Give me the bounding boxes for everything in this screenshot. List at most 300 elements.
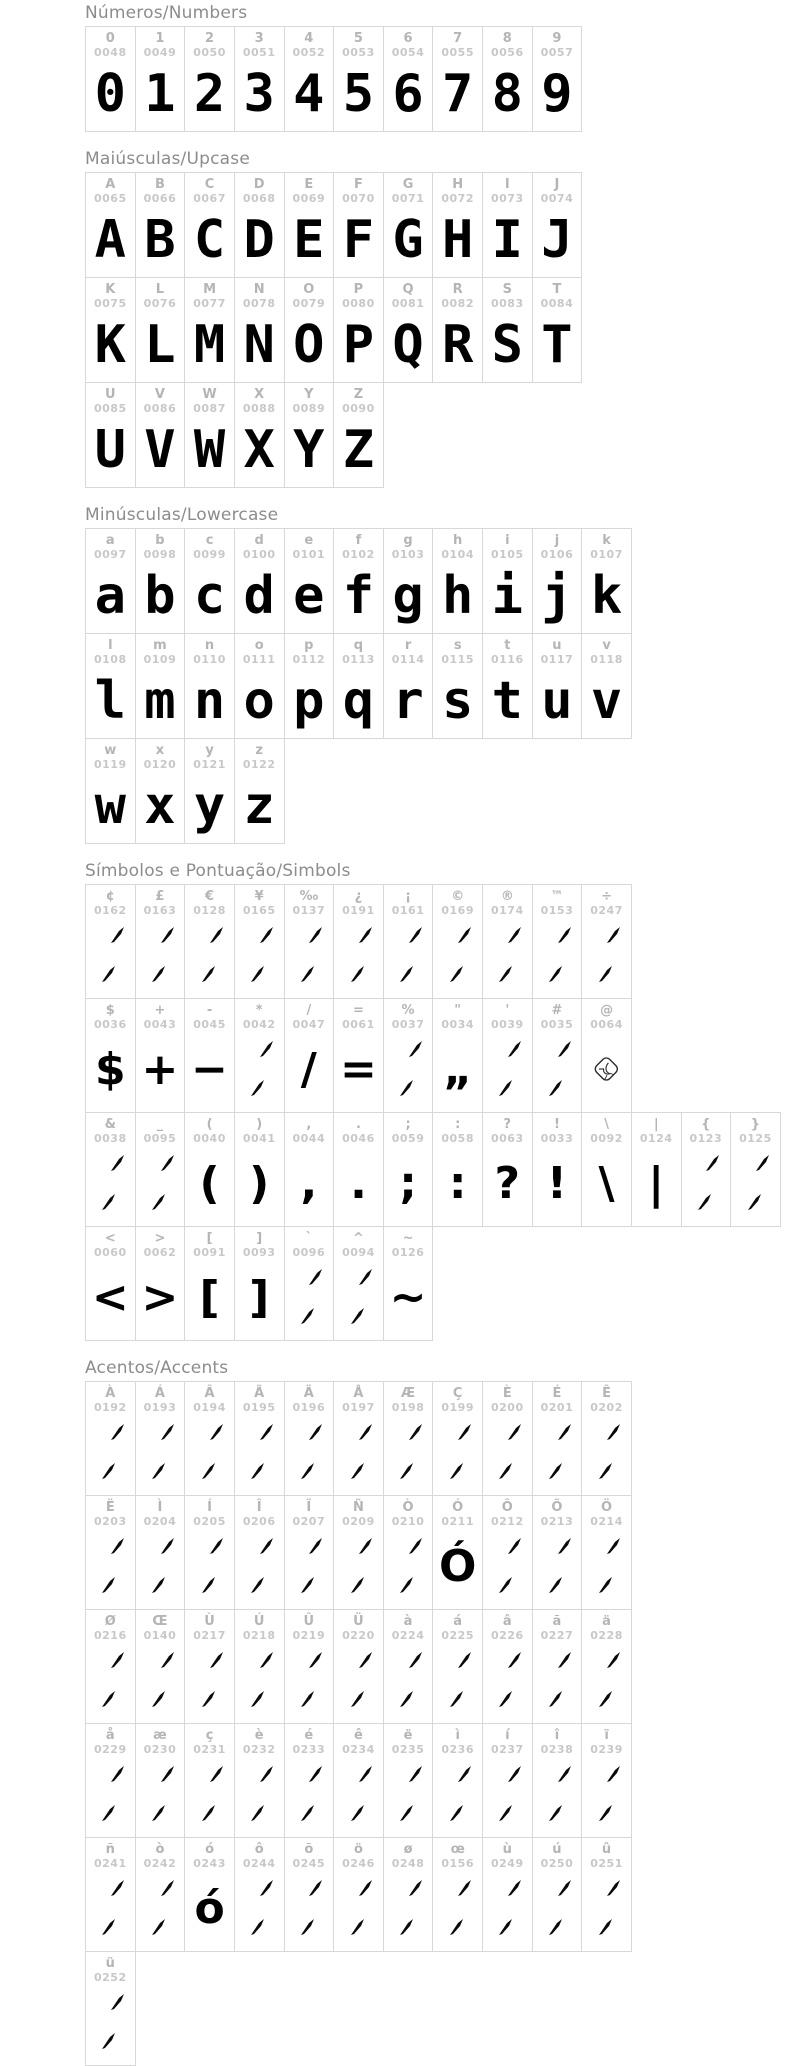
glyph-cell-0041 <box>234 1112 285 1227</box>
glyph-cell-0249 <box>482 1837 533 1952</box>
cell-char-label: a <box>105 533 115 548</box>
glyph-cell-0086 <box>135 382 186 488</box>
glyph-cell-0252 <box>85 1951 136 2066</box>
missing-glyph <box>541 1531 574 1601</box>
notdef-slash-bottom <box>499 1463 513 1483</box>
notdef-slash-icon <box>251 1805 265 1821</box>
cell-code-label: 0037 <box>391 1018 425 1031</box>
notdef-slash-icon <box>102 1805 116 1821</box>
notdef-slash-icon <box>607 1880 621 1896</box>
glyph-cell-0206 <box>234 1495 285 1610</box>
cell-char-label: 6 <box>403 31 413 46</box>
notdef-slash-icon <box>161 927 175 943</box>
notdef-slash-icon <box>309 1880 323 1896</box>
glyph-cell-0195 <box>234 1381 285 1496</box>
cell-char-label: X <box>254 387 265 402</box>
notdef-slash-icon <box>409 1880 423 1896</box>
cell-char-label: Ö <box>601 1500 613 1515</box>
notdef-slash-top <box>111 1652 125 1672</box>
cell-code-label: 0234 <box>342 1743 375 1756</box>
cell-char-label: ' <box>505 1003 510 1018</box>
glyph-cell-0081 <box>383 277 434 383</box>
notdef-slash-icon <box>301 1463 315 1479</box>
notdef-slash-icon <box>301 1919 315 1935</box>
cell-code-label: 0039 <box>491 1018 524 1031</box>
font-glyph: W <box>193 420 226 480</box>
cell-char-label: d <box>254 533 264 548</box>
font-glyph: t <box>491 671 523 731</box>
notdef-slash-icon <box>301 1308 315 1324</box>
font-glyph: D <box>243 210 275 270</box>
cell-char-label: ö <box>353 1842 363 1857</box>
notdef-slash-icon <box>102 2033 116 2049</box>
cell-code-label: 0193 <box>143 1401 177 1414</box>
glyph-cell-0250 <box>532 1837 583 1952</box>
notdef-slash-icon <box>202 1463 216 1479</box>
notdef-slash-bottom <box>102 1577 116 1597</box>
glyph-row <box>85 1723 800 1838</box>
notdef-slash-bottom <box>400 1080 414 1100</box>
cell-char-label: À <box>105 1386 116 1401</box>
cell-char-label: * <box>255 1003 263 1018</box>
glyph-cell-0121 <box>184 738 235 844</box>
cell-char-label: 4 <box>304 31 314 46</box>
cell-code-label: 0233 <box>292 1743 326 1756</box>
missing-glyph <box>293 1531 326 1601</box>
font-glyph: o <box>243 671 275 731</box>
notdef-slash-icon <box>152 966 166 982</box>
cell-code-label: 0224 <box>391 1629 425 1642</box>
cell-char-label: e <box>304 533 314 548</box>
glyph-cell-0193 <box>135 1381 186 1496</box>
glyph-cell-0071 <box>383 172 434 278</box>
sections-container <box>85 4 800 2066</box>
glyph-row <box>85 1226 800 1341</box>
cell-char-label: Ó <box>452 1500 464 1515</box>
glyph-cell-0050 <box>184 26 235 132</box>
glyph-cell-0219 <box>284 1609 335 1724</box>
font-glyph: 4 <box>293 64 325 124</box>
missing-glyph <box>293 1417 326 1487</box>
cell-code-label: 0063 <box>491 1132 524 1145</box>
notdef-slash-icon <box>599 1691 613 1707</box>
cell-code-label: 0105 <box>491 548 524 561</box>
cell-char-label: Y <box>304 387 314 402</box>
glyph-cell-0098 <box>135 528 186 634</box>
cell-code-label: 0205 <box>193 1515 226 1528</box>
glyph-cell-0083 <box>482 277 533 383</box>
cell-char-label: T <box>552 282 562 297</box>
notdef-slash-icon <box>409 927 423 943</box>
glyph-cell-0199 <box>432 1381 483 1496</box>
cell-code-label: 0153 <box>540 904 574 917</box>
glyph-cell-0212 <box>482 1495 533 1610</box>
notdef-slash-icon <box>558 1538 572 1554</box>
glyph-row <box>85 1609 800 1724</box>
glyph-cell-0197 <box>333 1381 384 1496</box>
notdef-slash-icon <box>359 1652 373 1668</box>
glyph-cell-0033 <box>532 1112 583 1227</box>
cell-char-label: 0 <box>105 31 115 46</box>
cell-code-label: 0049 <box>143 46 177 59</box>
notdef-slash-icon <box>549 1919 563 1935</box>
glyph-cell-0107 <box>581 528 632 634</box>
notdef-slash-icon <box>102 966 116 982</box>
glyph-cell-0039 <box>482 998 533 1113</box>
cell-char-label: S <box>502 282 512 297</box>
notdef-slash-top <box>111 1155 125 1175</box>
glyph-cell-0104 <box>432 528 483 634</box>
missing-glyph <box>392 1531 425 1601</box>
cell-code-label: 0040 <box>193 1132 226 1145</box>
notdef-slash-top <box>359 1538 373 1558</box>
cell-code-label: 0087 <box>193 402 226 415</box>
notdef-slash-top <box>260 927 274 947</box>
font-glyph: V <box>144 420 176 480</box>
missing-glyph <box>144 1645 177 1715</box>
missing-glyph <box>193 1531 226 1601</box>
cell-code-label: 0088 <box>242 402 276 415</box>
notdef-slash-icon <box>508 1766 522 1782</box>
notdef-slash-icon <box>599 1805 613 1821</box>
cell-char-label: o <box>254 638 264 653</box>
cell-char-label: Ç <box>452 1386 463 1401</box>
cell-char-label: s <box>453 638 462 653</box>
missing-glyph <box>342 1262 375 1332</box>
notdef-slash-icon <box>400 1577 414 1593</box>
cell-char-label: t <box>504 638 511 653</box>
cell-code-label: 0064 <box>590 1018 623 1031</box>
cell-char-label: ü <box>105 1956 115 1971</box>
notdef-slash-icon <box>309 1538 323 1554</box>
missing-glyph <box>441 1417 474 1487</box>
cell-code-label: 0251 <box>590 1857 623 1870</box>
cell-code-label: 0061 <box>342 1018 375 1031</box>
notdef-slash-icon <box>409 1652 423 1668</box>
glyph-cell-0044 <box>284 1112 335 1227</box>
notdef-slash-bottom <box>599 1577 613 1597</box>
font-glyph: v <box>590 671 623 731</box>
notdef-slash-icon <box>607 1766 621 1782</box>
missing-glyph <box>491 1873 524 1943</box>
cell-char-label: ú <box>552 1842 562 1857</box>
cell-code-label: 0226 <box>491 1629 524 1642</box>
cell-char-label: I <box>504 177 510 192</box>
glyph-cell-0037 <box>383 998 434 1113</box>
font-glyph: $ <box>95 1043 126 1095</box>
cell-code-label: 0044 <box>292 1132 326 1145</box>
cell-char-label: c <box>205 533 214 548</box>
section-title-lowercase: Minúsculas/Lowercase <box>85 505 279 525</box>
glyph-cell-0054 <box>383 26 434 132</box>
cell-char-label: ì <box>455 1728 460 1743</box>
missing-glyph <box>491 1645 524 1715</box>
font-glyph: F <box>342 210 375 270</box>
notdef-slash-bottom <box>499 1805 513 1825</box>
missing-glyph <box>441 1645 474 1715</box>
notdef-slash-top <box>161 1652 175 1672</box>
cell-code-label: 0117 <box>540 653 574 666</box>
cell-code-label: 0213 <box>540 1515 574 1528</box>
cell-char-label: O <box>303 282 315 297</box>
cell-code-label: 0243 <box>193 1857 226 1870</box>
cell-code-label: 0052 <box>292 46 326 59</box>
glyph-cell-0040 <box>184 1112 235 1227</box>
glyph-cell-0224 <box>383 1609 434 1724</box>
cell-code-label: 0192 <box>94 1401 127 1414</box>
glyph-cell-0075 <box>85 277 136 383</box>
notdef-slash-icon <box>698 1194 712 1210</box>
notdef-slash-bottom <box>549 1691 563 1711</box>
cell-char-label: ( <box>206 1117 213 1132</box>
cell-char-label: ù <box>502 1842 512 1857</box>
glyph-cell-0207 <box>284 1495 335 1610</box>
glyph-cell-0078 <box>234 277 285 383</box>
missing-glyph <box>541 1873 574 1943</box>
font-glyph: 6 <box>392 64 424 124</box>
font-glyph: h <box>442 566 474 626</box>
notdef-slash-top <box>458 1424 472 1444</box>
cell-code-label: 0071 <box>391 192 425 205</box>
cell-char-label: Ï <box>306 1500 312 1515</box>
glyph-cell-0201 <box>532 1381 583 1496</box>
missing-glyph <box>441 920 474 990</box>
cell-code-label: 0038 <box>94 1132 127 1145</box>
cell-char-label: x <box>155 743 165 758</box>
cell-code-label: 0099 <box>193 548 226 561</box>
cell-char-label: Ë <box>105 1500 115 1515</box>
notdef-slash-bottom <box>499 1577 513 1597</box>
missing-glyph <box>441 1759 474 1829</box>
font-glyph: Z <box>342 420 375 480</box>
glyph-cell-0117 <box>532 633 583 739</box>
notdef-slash-icon <box>309 1652 323 1668</box>
notdef-slash-icon <box>458 1652 472 1668</box>
cell-char-label: ) <box>256 1117 263 1132</box>
missing-glyph <box>590 1873 623 1943</box>
cell-char-label: © <box>451 889 465 904</box>
glyph-cell-0220 <box>333 1609 384 1724</box>
cell-char-label: m <box>153 638 167 653</box>
cell-code-label: 0195 <box>242 1401 276 1414</box>
missing-glyph <box>392 1759 425 1829</box>
cell-char-label: J <box>554 177 560 192</box>
notdef-slash-top <box>111 1538 125 1558</box>
cell-code-label: 0080 <box>342 297 375 310</box>
glyph-cell-0062 <box>135 1226 186 1341</box>
glyph-cell-0123 <box>681 1112 732 1227</box>
notdef-slash-icon <box>409 1538 423 1554</box>
cell-code-label: 0229 <box>94 1743 127 1756</box>
cell-code-label: 0095 <box>143 1132 177 1145</box>
notdef-slash-icon <box>351 1805 365 1821</box>
cell-char-label: Á <box>154 1386 165 1401</box>
glyph-cell-0119 <box>85 738 136 844</box>
cell-char-label: - <box>206 1003 213 1018</box>
notdef-slash-top <box>309 1269 323 1289</box>
font-glyph: Y <box>293 420 325 480</box>
glyph-cell-0063 <box>482 1112 533 1227</box>
notdef-slash-top <box>111 1766 125 1786</box>
cell-char-label: ® <box>500 889 514 904</box>
notdef-slash-top <box>359 1269 373 1289</box>
notdef-slash-bottom <box>102 2033 116 2053</box>
cell-code-label: 0122 <box>242 758 276 771</box>
glyph-cell-0047 <box>284 998 335 1113</box>
missing-glyph <box>193 1417 226 1487</box>
cell-code-label: 0083 <box>491 297 524 310</box>
glyph-cell-0225 <box>432 1609 483 1724</box>
cell-char-label: 2 <box>205 31 215 46</box>
cell-code-label: 0210 <box>391 1515 425 1528</box>
notdef-slash-icon <box>599 966 613 982</box>
cell-code-label: 0041 <box>242 1132 276 1145</box>
notdef-slash-top <box>706 1155 720 1175</box>
cell-code-label: 0050 <box>193 46 226 59</box>
notdef-slash-icon <box>309 927 323 943</box>
notdef-slash-top <box>409 927 423 947</box>
glyph-cell-0061 <box>333 998 384 1113</box>
cell-code-label: 0072 <box>441 192 474 205</box>
notdef-slash-icon <box>359 1766 373 1782</box>
notdef-slash-bottom <box>450 1691 464 1711</box>
glyph-cell-0124 <box>631 1112 682 1227</box>
glyph-row <box>85 26 800 132</box>
glyph-cell-0122 <box>234 738 285 844</box>
cell-char-label: ô <box>254 1842 264 1857</box>
notdef-slash-icon <box>301 966 315 982</box>
cell-code-label: 0191 <box>342 904 375 917</box>
notdef-slash-icon <box>359 1880 373 1896</box>
font-glyph: : <box>448 1157 467 1209</box>
glyph-cell-0074 <box>532 172 583 278</box>
cell-char-label: Z <box>353 387 364 402</box>
notdef-slash-icon <box>458 1880 472 1896</box>
font-glyph: z <box>243 776 275 836</box>
cell-code-label: 0109 <box>143 653 177 666</box>
notdef-slash-icon <box>549 1691 563 1707</box>
glyph-cell-0089 <box>284 382 335 488</box>
glyph-cell-0092 <box>581 1112 632 1227</box>
missing-glyph <box>491 1034 524 1104</box>
glyph-cell-0065 <box>85 172 136 278</box>
font-glyph: A <box>94 210 126 270</box>
notdef-slash-top <box>409 1538 423 1558</box>
cell-code-label: 0200 <box>491 1401 524 1414</box>
font-glyph: \ <box>598 1157 615 1209</box>
notdef-slash-icon <box>400 1805 414 1821</box>
cell-code-label: 0119 <box>94 758 127 771</box>
glyph-cell-0088 <box>234 382 285 488</box>
glyph-cell-0200 <box>482 1381 533 1496</box>
missing-glyph <box>94 1759 127 1829</box>
glyph-cell-0053 <box>333 26 384 132</box>
notdef-slash-top <box>508 1538 522 1558</box>
glyph-cell-0106 <box>532 528 583 634</box>
notdef-slash-top <box>558 1652 572 1672</box>
cell-code-label: 0104 <box>441 548 474 561</box>
cell-char-label: Ú <box>253 1614 265 1629</box>
notdef-slash-top <box>409 1424 423 1444</box>
cell-char-label: ~ <box>402 1231 414 1246</box>
glyph-cell-0244 <box>234 1837 285 1952</box>
notdef-slash-icon <box>251 1080 265 1096</box>
font-glyph: G <box>392 210 424 270</box>
cell-code-label: 0114 <box>391 653 425 666</box>
cell-char-label: N <box>253 282 265 297</box>
cell-code-label: 0091 <box>193 1246 226 1259</box>
font-glyph: m <box>144 671 176 731</box>
notdef-slash-icon <box>351 1463 365 1479</box>
notdef-slash-bottom <box>351 1577 365 1597</box>
notdef-slash-bottom <box>251 1080 265 1100</box>
cell-code-label: 0140 <box>143 1629 177 1642</box>
glyph-cell-0198 <box>383 1381 434 1496</box>
notdef-slash-icon <box>499 1919 513 1935</box>
section-uppercase <box>85 150 800 488</box>
font-glyph: 2 <box>193 64 226 124</box>
notdef-slash-bottom <box>102 1919 116 1939</box>
notdef-slash-icon <box>400 1691 414 1707</box>
cell-code-label: 0247 <box>590 904 623 917</box>
notdef-slash-icon <box>508 1880 522 1896</box>
font-glyph: s <box>442 671 474 731</box>
cell-code-label: 0102 <box>342 548 375 561</box>
glyph-cell-0140 <box>135 1609 186 1724</box>
notdef-slash-bottom <box>450 1919 464 1939</box>
notdef-slash-icon <box>359 1424 373 1440</box>
notdef-slash-icon <box>450 1805 464 1821</box>
glyph-cell-0076 <box>135 277 186 383</box>
notdef-slash-top <box>210 1766 224 1786</box>
notdef-slash-icon <box>458 1424 472 1440</box>
missing-glyph <box>491 1417 524 1487</box>
missing-glyph <box>144 920 177 990</box>
glyph-cell-0162 <box>85 884 136 999</box>
cell-char-label: è <box>254 1728 264 1743</box>
notdef-slash-icon <box>111 1880 125 1896</box>
cell-char-label: ¿ <box>354 889 363 904</box>
section-lowercase <box>85 506 800 844</box>
cell-char-label: î <box>554 1728 560 1743</box>
font-glyph: ( <box>199 1157 220 1209</box>
glyph-cell-0137 <box>284 884 335 999</box>
cell-code-label: 0165 <box>242 904 276 917</box>
glyph-cell-0094 <box>333 1226 384 1341</box>
cell-char-label: £ <box>155 889 165 904</box>
notdef-slash-icon <box>102 1463 116 1479</box>
glyph-cell-0109 <box>135 633 186 739</box>
cell-char-label: @ <box>600 1003 614 1018</box>
glyph-cell-0072 <box>432 172 483 278</box>
cell-char-label: z <box>255 743 263 758</box>
notdef-slash-top <box>756 1155 770 1175</box>
cell-code-label: 0073 <box>491 192 524 205</box>
notdef-slash-icon <box>309 1269 323 1285</box>
notdef-slash-icon <box>508 927 522 943</box>
glyph-cell-0111 <box>234 633 285 739</box>
cell-char-label: w <box>104 743 117 758</box>
cell-char-label: õ <box>304 1842 314 1857</box>
notdef-slash-top <box>359 1652 373 1672</box>
cell-char-label: $ <box>105 1003 115 1018</box>
notdef-slash-icon <box>161 1652 175 1668</box>
cell-char-label: ò <box>155 1842 165 1857</box>
cell-char-label: W <box>202 387 217 402</box>
notdef-slash-bottom <box>351 1308 365 1328</box>
notdef-slash-top <box>260 1424 274 1444</box>
font-glyph: N <box>243 315 275 375</box>
